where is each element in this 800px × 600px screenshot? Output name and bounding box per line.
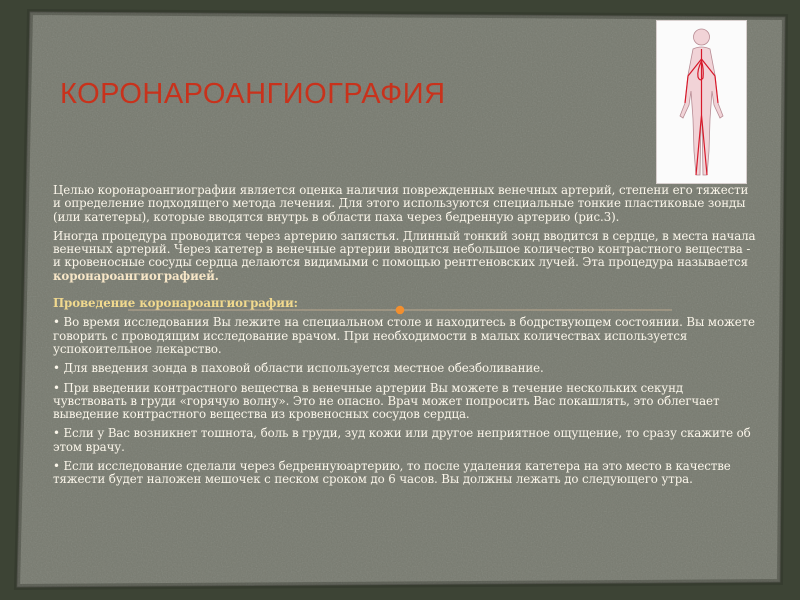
section-heading: Проведение коронароангиографии: xyxy=(53,296,298,311)
bullet-1: • Во время исследования Вы лежите на специальном столе и находитесь в бодрствующем состоянии. Вы можете говорить с проводящим исследование врачом. При необходимости в малых количествах используется успокоительное лекарство. xyxy=(53,315,755,356)
bullet-4: • Если у Вас возникнет тошнота, боль в груди, зуд кожи или другое неприятное ощущение, то сразу скажите об этом врачу. xyxy=(53,426,751,454)
slide-body xyxy=(53,184,759,493)
procedure-name: коронароангиографией. xyxy=(53,268,219,283)
bullet-5: • Если исследование сделали через бедреннуюартерию, то после удаления катетера на это место в качестве тяжести будет наложен мешочек с песком сроком до 6 часов. Вы должны лежать до следующего утра. xyxy=(53,459,731,487)
intro-paragraph: Целью коронароангиографии является оценка наличия поврежденных венечных артерий, степени его тяжести и определение подходящего метода лечения. Для этого используются специальные тонкие пластиковые зонды (или катетеры), которые вводятся внутрь в области паха через бедренную артерию (рис.3). xyxy=(53,183,749,224)
slide-title: КОРОНАРОАНГИОГРАФИЯ xyxy=(60,78,446,110)
human-body-circulatory-icon xyxy=(656,20,747,184)
orange-dot-icon xyxy=(395,305,405,315)
bullet-3: • При введении контрастного вещества в венечные артерии Вы можете в течение нескольких секунд чувствовать в груди «горячую волну». Это не опасно. Врач может попросить Вас покашлять, это облегчает выведение контрастного вещества из кровеносных сосудов сердца. xyxy=(53,380,720,422)
procedure-paragraph xyxy=(53,230,759,283)
bullet-2: • Для введения зонда в паховой области используется местное обезболивание. xyxy=(53,361,544,376)
procedure-text: Иногда процедура проводится через артерию запястья. Длинный тонкий зонд вводится в сердце, в места начала венечных артерий. Через катетер в венечные артерии вводится небольшое количество контрастного вещества - и кровеносные сосуды сердца делаются видимыми с помощью рентгеновских лучей. Эта процедура называется xyxy=(53,228,756,270)
